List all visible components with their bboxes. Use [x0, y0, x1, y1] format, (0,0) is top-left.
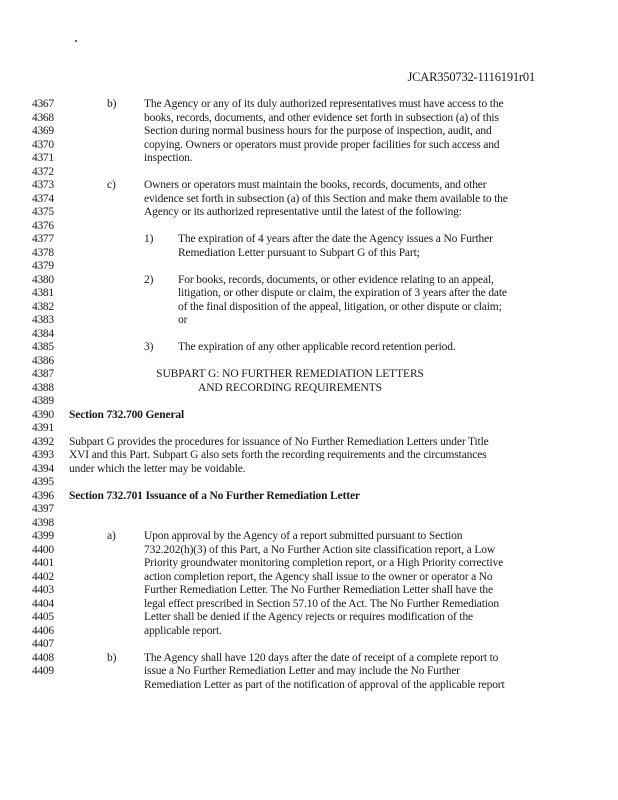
line-number: 4397 [32, 503, 54, 515]
line-number: 4395 [32, 476, 54, 488]
paragraph-line: Upon approval by the Agency of a report submitted pursuant to Section [144, 530, 463, 542]
paragraph-line: evidence set forth in subsection (a) of this Section and make them available to the [144, 192, 508, 205]
item-line: litigation, or other dispute or claim, the expiration of 3 years after the date [178, 287, 507, 299]
line-number: 4371 [32, 152, 54, 164]
line-number: 4382 [32, 300, 54, 313]
line-number: 4392 [32, 435, 54, 448]
paragraph-line: legal effect prescribed in Section 57.10 of the Act. The No Further Remediation [144, 597, 499, 610]
line-number: 4406 [32, 624, 54, 637]
line-number: 4381 [32, 287, 54, 299]
paragraph-line: The Agency or any of its duly authorized representatives must have access to the [144, 98, 504, 110]
line-number: 4380 [32, 273, 54, 286]
paragraph-line: Further Remediation Letter. The No Further Remediation Letter shall have the [144, 584, 493, 596]
line-number: 4369 [32, 125, 54, 137]
line-number: 4387 [32, 368, 54, 380]
line-number: 4391 [32, 422, 54, 434]
line-number: 4404 [32, 597, 54, 610]
paragraph-label: b) [107, 651, 117, 664]
section-heading: Section 732.700 General [69, 408, 185, 421]
paragraph-line: action completion report, the Agency shall issue to the owner or operator a No [144, 570, 493, 583]
paragraph-line: Priority groundwater monitoring completion report, or a High Priority corrective [144, 557, 504, 569]
line-number: 4372 [32, 165, 54, 178]
line-number: 4374 [32, 192, 54, 205]
line-number: 4409 [32, 665, 54, 677]
line-number: 4388 [32, 381, 54, 394]
item-line: The expiration of 4 years after the date the Agency issues a No Further [178, 233, 493, 245]
item-line: or [178, 314, 188, 326]
paragraph-line: The Agency shall have 120 days after the date of receipt of a complete report to [144, 651, 499, 664]
line-number: 4367 [32, 98, 54, 110]
line-number: 4368 [32, 111, 54, 124]
item-line: The expiration of any other applicable record retention period. [178, 341, 456, 353]
paragraph-line: copying. Owners or operators must provide proper facilities for such access and [144, 138, 500, 151]
paragraph-line: Agency or its authorized representative until the latest of the following: [144, 206, 462, 218]
scan-speck [75, 40, 77, 42]
section-line: under which the letter may be voidable. [69, 462, 246, 475]
line-number: 4389 [32, 395, 54, 407]
paragraph-line: inspection. [144, 152, 193, 164]
line-number: 4394 [32, 462, 54, 475]
item-label: 1) [144, 233, 154, 245]
paragraph-line: 732.202(h)(3) of this Part, a No Further Action site classification report, a Low [144, 543, 495, 556]
line-number: 4379 [32, 260, 54, 272]
paragraph-line: Remediation Letter as part of the notification of approval of the applicable report [144, 678, 505, 691]
line-number: 4375 [32, 206, 54, 218]
item-label: 3) [144, 341, 154, 353]
line-number: 4377 [32, 233, 54, 245]
paragraph-label: c) [107, 179, 116, 191]
line-number: 4400 [32, 543, 54, 556]
section-line: Subpart G provides the procedures for issuance of No Further Remediation Letters under Title [69, 435, 489, 448]
paragraph-line: books, records, documents, and other evidence set forth in subsection (a) of this [144, 111, 499, 124]
subpart-title-line: AND RECORDING REQUIREMENTS [198, 381, 382, 394]
item-line: Remediation Letter pursuant to Subpart G of this Part; [178, 246, 420, 259]
line-number: 4386 [32, 354, 54, 367]
subpart-title-line: SUBPART G: NO FURTHER REMEDIATION LETTERS [156, 368, 424, 380]
line-number: 4402 [32, 570, 54, 583]
line-number: 4399 [32, 530, 54, 542]
line-number: 4378 [32, 246, 54, 259]
line-number: 4401 [32, 557, 54, 569]
section-heading: Section 732.701 Issuance of a No Further Remediation Letter [69, 489, 360, 502]
line-number: 4383 [32, 314, 54, 326]
paragraph-line: applicable report. [144, 624, 222, 637]
document-code: JCAR350732-1116191r01 [407, 70, 535, 84]
section-line: XVI and this Part. Subpart G also sets forth the recording requirements and the circumstances [69, 449, 487, 461]
line-number: 4393 [32, 449, 54, 461]
paragraph-line: issue a No Further Remediation Letter and may include the No Further [144, 665, 460, 677]
line-number: 4385 [32, 341, 54, 353]
line-number: 4376 [32, 219, 54, 232]
line-number: 4373 [32, 179, 54, 191]
item-line: For books, records, documents, or other evidence relating to an appeal, [178, 273, 494, 286]
line-number: 4396 [32, 489, 54, 502]
line-number: 4408 [32, 651, 54, 664]
line-number: 4370 [32, 138, 54, 151]
paragraph-line: Letter shall be denied if the Agency rejects or requires modification of the [144, 611, 474, 623]
line-number: 4405 [32, 611, 54, 623]
paragraph-line: Section during normal business hours for the purpose of inspection, audit, and [144, 125, 492, 137]
line-number: 4398 [32, 516, 54, 529]
item-line: of the final disposition of the appeal, litigation, or other dispute or claim; [178, 300, 502, 313]
line-number: 4390 [32, 408, 54, 421]
line-number: 4384 [32, 327, 54, 340]
paragraph-line: Owners or operators must maintain the books, records, documents, and other [144, 179, 487, 191]
line-number: 4407 [32, 638, 54, 650]
paragraph-label: b) [107, 98, 117, 110]
line-number: 4403 [32, 584, 54, 596]
paragraph-label: a) [107, 530, 116, 542]
item-label: 2) [144, 273, 154, 286]
